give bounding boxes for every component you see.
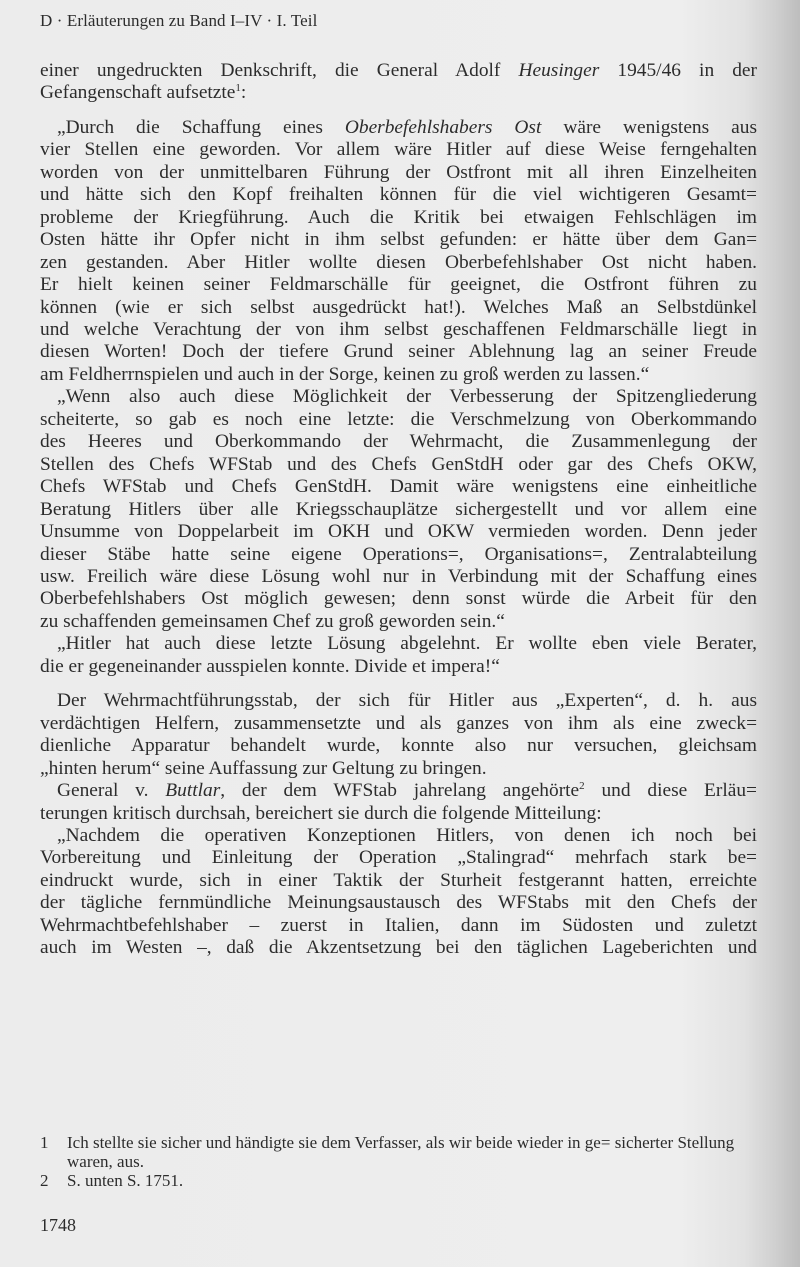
text-line: die er gegeneinander ausspielen konnte. Divide et impera!“ <box>40 655 500 677</box>
text-line: einer ungedruckten Denkschrift, die General Adolf Heusinger 1945/46 in der <box>40 60 757 81</box>
text-line: eindruckt wurde, sich in einer Taktik der Sturheit festgerannt hatten, erreichte <box>40 869 757 891</box>
text-line: worden von der unmittelbaren Führung der Ostfront mit all ihren Einzelheiten <box>40 161 757 183</box>
text-line: „Durch die Schaffung eines Oberbefehlshabers Ost wäre wenigstens aus <box>57 116 757 138</box>
text-line: Osten hätte ihr Opfer nicht in ihm selbst gefunden: er hätte über dem Gan= <box>40 229 757 251</box>
footnote-text: Ich stellte sie sicher und händigte sie dem Verfasser, als wir beide wieder in ge= sicherter Stellung waren, aus. <box>67 1133 735 1171</box>
footnote <box>40 1171 757 1190</box>
italic-name: Oberbefehlshabers Ost <box>344 116 542 138</box>
footnote-reference[interactable]: 2 <box>579 780 585 793</box>
footnote-number: 1 <box>40 1133 49 1152</box>
text-line: auch im Westen –, daß die Akzentsetzung bei den täglichen Lageberichten und <box>40 937 757 959</box>
footnote-text: S. unten S. 1751. <box>67 1171 184 1190</box>
footnote-reference[interactable]: 1 <box>235 82 241 95</box>
text-line: „hinten herum“ seine Auffassung zur Geltung zu bringen. <box>40 757 487 779</box>
text-line: zen gestanden. Aber Hitler wollte diesen Oberbefehlshaber Ost nicht haben. <box>40 251 757 273</box>
text-line: terungen kritisch durchsah, bereichert sie durch die folgende Mitteilung: <box>40 802 602 824</box>
text-line: vier Stellen eine geworden. Vor allem wäre Hitler auf diese Weise ferngehalten <box>40 139 757 161</box>
text-line: Der Wehrmachtführungsstab, der sich für Hitler aus „Experten“, d. h. aus <box>57 690 757 712</box>
text-line: Stellen des Chefs WFStab und des Chefs GenStdH oder gar des Chefs OKW, <box>40 453 757 475</box>
text-line: können (wie er sich selbst ausgedrückt hat!). Welches Maß an Selbstdünkel <box>40 296 757 318</box>
text-line: scheiterte, so gab es noch eine letzte: die Verschmelzung von Oberkommando <box>40 408 757 430</box>
paragraph <box>40 690 757 780</box>
italic-name: Buttlar <box>165 780 221 802</box>
text-line: dienliche Apparatur behandelt wurde, konnte also nur versuchen, gleichsam <box>40 735 757 757</box>
text-line: „Wenn also auch diese Möglichkeit der Verbesserung der Spitzengliederung <box>57 386 757 408</box>
italic-name: Heusinger <box>518 60 600 81</box>
text-line: usw. Freilich wäre diese Lösung wohl nur in Verbindung mit der Schaffung eines <box>40 565 757 587</box>
text-line: „Hitler hat auch diese letzte Lösung abgelehnt. Er wollte eben viele Berater, <box>57 633 757 655</box>
paragraph <box>40 60 757 105</box>
paragraph <box>40 825 757 960</box>
text-line: Beratung Hitlers über alle Kriegsschauplätze sichergestellt und vor allem eine <box>40 498 757 520</box>
paragraph <box>40 633 757 678</box>
text-line: Gefangenschaft aufsetzte$^1$: <box>40 82 247 104</box>
text-line: „Nachdem die operativen Konzeptionen Hitlers, von denen ich noch bei <box>57 824 757 846</box>
text-line: Oberbefehlshabers Ost möglich gewesen; denn sonst würde die Arbeit für den <box>40 588 757 610</box>
text-line: und welche Verachtung der von ihm selbst geschaffenen Feldmarschälle liegt in <box>40 318 757 340</box>
text-line: des Heeres und Oberkommando der Wehrmacht, die Zusammenlegung der <box>40 431 757 453</box>
text-line: zu schaffenden gemeinsamen Chef zu groß geworden sein.“ <box>40 610 505 632</box>
text-line: Wehrmachtbefehlshaber – zuerst in Italien, dann im Südosten und zuletzt <box>40 914 757 936</box>
text-line: General v. Buttlar, der dem WFStab jahrelang angehörte$^2$ und diese Erläu= <box>57 780 757 802</box>
text-line: Chefs WFStab und Chefs GenStdH. Damit wäre wenigstens eine einheitliche <box>40 476 757 498</box>
paragraph <box>40 386 757 633</box>
footnote <box>40 1133 757 1171</box>
footnote-number: 2 <box>40 1171 49 1190</box>
running-head: D · Erläuterungen zu Band I–IV · I. Teil <box>40 11 318 30</box>
text-line: Vorbereitung und Einleitung der Operation „Stalingrad“ mehrfach stark be= <box>40 847 757 869</box>
paragraph <box>40 117 757 386</box>
text-line: dieser Stäbe hatte seine eigene Operations=, Organisations=, Zentralabteilung <box>40 543 757 565</box>
text-line: Er hielt keinen seiner Feldmarschälle für geeignet, die Ostfront führen zu <box>40 274 757 296</box>
text-line: Unsumme von Doppelarbeit im OKH und OKW vermieden worden. Denn jeder <box>40 521 757 543</box>
body-text <box>40 60 757 960</box>
text-line: am Feldherrnspielen und auch in der Sorge, keinen zu groß werden zu lassen.“ <box>40 363 650 385</box>
text-line: verdächtigen Helfern, zusammensetzte und als ganzes von ihm als eine zweck= <box>40 712 757 734</box>
footnotes <box>40 1133 757 1190</box>
paragraph <box>40 780 757 825</box>
text-line: diesen Worten! Doch der tiefere Grund seiner Ablehnung lag an seiner Freude <box>40 341 757 363</box>
page-number: 1748 <box>40 1215 76 1235</box>
text-line: probleme der Kriegführung. Auch die Kritik bei etwaigen Fehlschlägen im <box>40 206 757 228</box>
text-line: und hätte sich den Kopf freihalten können für die viel wichtigeren Gesamt= <box>40 184 757 206</box>
text-line: der tägliche fernmündliche Meinungsaustausch des WFStabs mit den Chefs der <box>40 892 757 914</box>
